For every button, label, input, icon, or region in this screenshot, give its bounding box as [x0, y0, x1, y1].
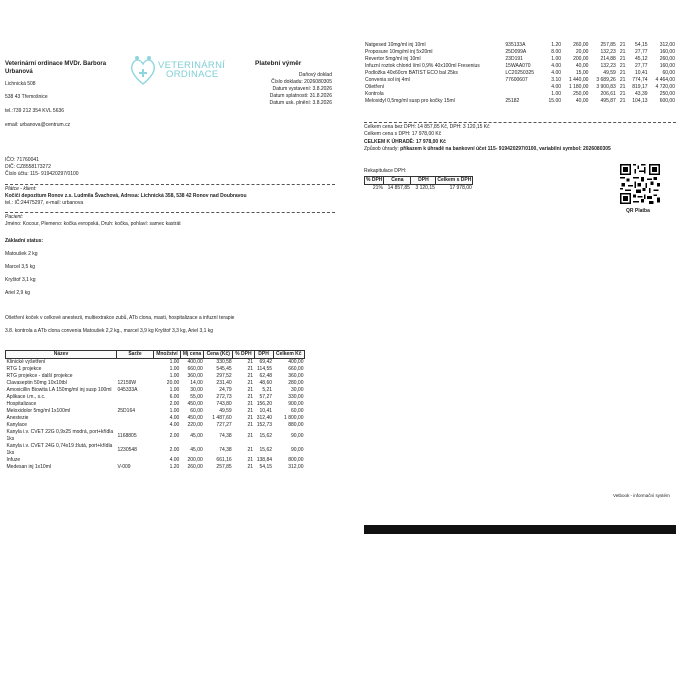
- table-row: Infuzní roztok chlorid í/ml 0,9% 40x100ml Fresenius 15WAA070 4.00 40,00 132,23 21 27,77 160,00: [365, 63, 675, 69]
- payment-method: Způsob úhrady: příkazem k úhradě na bankovní účet 115- 919420297/0100, variabilní symbol: 2026080305: [364, 146, 611, 152]
- items-table-continued: [364, 42, 676, 105]
- clinic-name: Veterinární ordinace MVDr. Barbora Urbanová: [5, 61, 107, 75]
- table-row: Medesan inj 1x10ml V-009 1.20 260,00 257,85 21 54,15 312,00: [6, 464, 304, 470]
- table-row: Ošetření 4.00 1 180,00 3 900,83 21 819,17 4 720,00: [365, 84, 675, 90]
- document-title: Platební výměr: [255, 60, 302, 67]
- table-row: Meloxidolor 5mg/ml 1x100ml 25D164 1.00 60,00 49,59 21 10,41 60,00: [6, 408, 304, 414]
- table-row: Clavaseptin 50mg 10x10tbl 12159W 20.00 14,00 231,40 21 48,60 280,00: [6, 380, 304, 386]
- table-row: Kanylace 4.00 220,00 727,27 21 152,73 880,00: [6, 422, 304, 428]
- table-row: Meloxidyl 0,5mg/ml susp pro kočky 15ml 25182 15.00 40,00 495,87 21 104,13 600,00: [365, 98, 675, 104]
- clinic-account: Číslo účtu: 115- 919420297/0100: [5, 171, 79, 177]
- weight-item: Matoušek 2 kg: [5, 251, 38, 257]
- total-with-vat: Celkem cena s DPH: 17 978,00 Kč: [364, 131, 442, 137]
- table-row: Kontrola 1.00 250,00 206,61 21 43,39 250,00: [365, 91, 675, 97]
- table-row: Infuze 4.00 200,00 661,16 21 138,84 800,00: [6, 457, 304, 463]
- weight-item: Ariel 2,9 kg: [5, 290, 31, 296]
- weight-item: Marcel 3,5 kg: [5, 264, 36, 270]
- table-row: Hospitalizace 2.00 450,00 743,80 21 156,20 900,00: [6, 401, 304, 407]
- table-row: Kanyla i.v. CVET 22G 0,9x25 modrá, port+křídla 1ks 1168805 2.00 45,00 74,38 21 15,62 90,00: [6, 429, 304, 442]
- clinic-email: email: urbanova@centrum.cz: [5, 122, 71, 128]
- patient-line: Jméno: Kocour, Plemeno: kočka evropská, Druh: kočka, pohlaví: samec kastrát: [5, 221, 181, 227]
- table-row: Kanyla i.v. CVET 24G 0,74x19 žlutá, port+křídla 1ks 1230548 2.00 45,00 74,38 21 15,62 90,00: [6, 443, 304, 456]
- total-base: Celkem cena bez DPH: 14 857,85 Kč, DPH: 3 120,15 Kč: [364, 124, 490, 130]
- clinic-phone: tel.:739 212 354 KVL 5636: [5, 108, 65, 114]
- treatment-note: 3.8. kontrola a ATb clona convenia Matoušek 2,2 kg., marcel 3,9 kg Kryštof 3,3 kg, Ariel 3,1 kg: [5, 328, 214, 334]
- table-row: Amoxicillin Biowita LA 150mg/ml inj susp 100ml 045333A 1.00 30,00 24,79 21 5,21 30,00: [6, 387, 304, 393]
- table-row: Anestezie 4.00 450,00 1 487,60 21 312,40 1 800,00: [6, 415, 304, 421]
- footer-note: Vetbook - informační systém: [613, 493, 670, 498]
- clinic-ids: [5, 157, 79, 178]
- vat-summary-heading: Rekapitulace DPH:: [364, 168, 407, 174]
- table-row: Aplikace i.m., s.c. 6.00 55,00 272,73 21 57,27 330,00: [6, 394, 304, 400]
- issue-date: Datum vystavení: 3.8.2026: [272, 86, 332, 92]
- qr-label: QR Platba: [626, 208, 650, 214]
- invoice-page-right: [340, 0, 680, 680]
- qr-payment-code: [620, 164, 660, 204]
- table-row: Podložka 40x60cm BATIST ECO bal 25ks LC20250325 4.00 15,00 49,59 21 10,41 60,00: [365, 70, 675, 76]
- table-row: Revertor 5mg/ml inj 10ml 23D191 1.00 200,00 214,88 21 45,12 260,00: [365, 56, 675, 62]
- clinic-city: 538 43 Třemošnice: [5, 94, 48, 100]
- clinic-street: Lichnická 508: [5, 81, 36, 87]
- divider: [5, 212, 335, 213]
- total-to-pay: CELKEM K ÚHRADĚ: 17 978,00 Kč: [364, 139, 446, 145]
- table-row: Proposure 10mg/ml inj 5x20ml 25D099A 8.00 20,00 132,23 21 27,77 160,00: [365, 49, 675, 55]
- table-row: Convenia sol inj 4ml 77600607 3.10 1 440,00 3 689,26 21 774,74 4 464,00: [365, 77, 675, 83]
- payer-heading: Plátce - klient:: [5, 186, 37, 192]
- footer-bar: [364, 525, 676, 534]
- table-row: RTG 1 projekce 1.00 660,00 545,45 21 114,55 660,00: [6, 366, 304, 372]
- table-row: RTG projekce - další projekce 1.00 360,00 297,52 21 62,48 360,00: [6, 373, 304, 379]
- divider: [364, 122, 676, 123]
- document-number: Číslo dokladu: 2026080305: [271, 79, 332, 85]
- items-table: [5, 350, 305, 471]
- payer-line: Kočičí depozitum Ronov z.s. Ludmila Švachová, Adresa: Lichnická 358, 538 42 Ronov nad Doubravou: [5, 193, 247, 199]
- clinic-dic: DIČ: CZ8558173272: [5, 164, 51, 170]
- treatment-note: Ošetření koček v celkové anestezii, multiextrakce zubů, ATb clona, masti, hospitalizace a infuzní terapie: [5, 315, 235, 321]
- vat-summary-row: 21% 14 857,85 3 120,15 17 978,00: [372, 185, 472, 191]
- divider: [5, 184, 335, 185]
- paw-heart-icon: [128, 54, 158, 88]
- table-row: Natgesed 10mg/ml inj 10ml 935133A 1.20 260,00 257,85 21 54,15 312,00: [365, 42, 675, 48]
- vat-summary-table: % DPH Cena DPH Celkem s DPH 21% 14 857,85 3 120,15 17 978,00: [366, 177, 472, 191]
- clinic-ico: IČO: 71760041: [5, 157, 39, 163]
- status-heading: Základní status:: [5, 238, 44, 244]
- table-row: Klinické vyšetření 1.00 400,00 330,58 21 69,42 400,00: [6, 359, 304, 365]
- tax-date: Datum usk. plnění: 3.8.2026: [269, 100, 332, 106]
- due-date: Datum splatnosti: 31.8.2026: [269, 93, 332, 99]
- patient-heading: Pacient:: [5, 214, 24, 220]
- document-meta: [212, 72, 332, 107]
- payer-contact: tel.: IČ:24475297, e-mail: urbanova: [5, 200, 84, 206]
- table-header-row: Název Šarže Množství Mj cena Cena (Kč) % DPH DPH Celkem Kč: [6, 351, 305, 359]
- logo-wordmark: VETERINÁRNÍ ORDINACE: [158, 60, 226, 80]
- document-type: Daňový doklad: [298, 72, 332, 78]
- weight-item: Kryštof 3,1 kg: [5, 277, 36, 283]
